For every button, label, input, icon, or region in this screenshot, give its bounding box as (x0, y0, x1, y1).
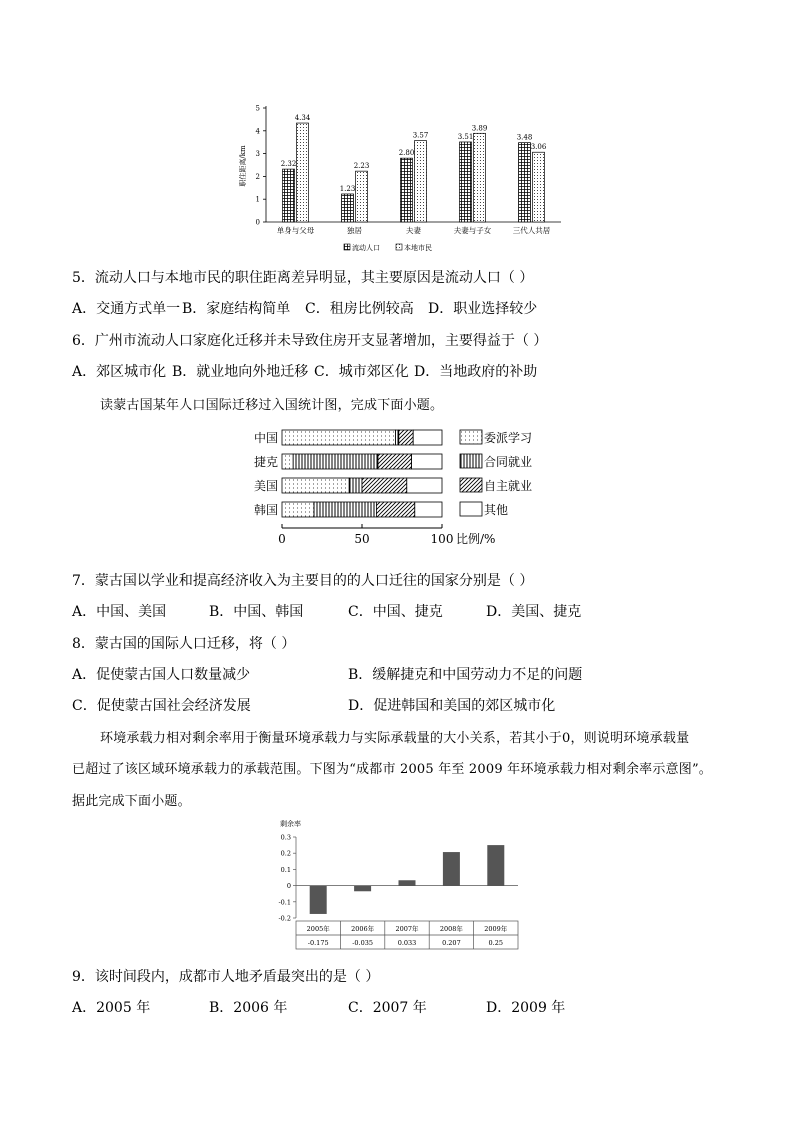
q7-option-c: C．中国、捷克 (348, 604, 443, 620)
bar-local (533, 152, 545, 222)
table-value: 0.25 (488, 939, 504, 947)
x-tick-label: 100 (430, 532, 454, 546)
q9-option-c: C．2007 年 (348, 1000, 427, 1016)
bar-migrant (519, 143, 531, 222)
segment-other (407, 478, 442, 493)
bar (310, 886, 327, 914)
y-tick-label: 1 (255, 195, 260, 204)
category-labels (277, 225, 551, 235)
legend-swatch-migrant (344, 244, 350, 250)
segment-contract (349, 478, 362, 493)
table-year: 2007年 (395, 925, 419, 933)
x-tick-label: 0 (278, 532, 286, 546)
bar-local (474, 133, 486, 222)
country-label: 美国 (253, 479, 278, 493)
legend (460, 430, 532, 517)
bar-migrant (401, 158, 413, 222)
q7-option-b: B．中国、韩国 (209, 604, 304, 620)
question-7-stem: 7．蒙古国以学业和提高经济收入为主要目的的人口迁往的国家分别是（ ） (72, 573, 534, 589)
y-tick-label: 0.2 (280, 849, 291, 858)
value-label-local: 4.34 (294, 114, 311, 123)
value-label-migrant: 2.80 (398, 149, 415, 158)
intro-chengdu-line-3: 据此完成下面小题。 (72, 794, 191, 809)
table-value: 0.207 (442, 939, 461, 947)
intro-chengdu-line-2: 已超过了该区域环境承载力的承载范围。下图为“成都市 2005 年至 2009 年环境承载力相对剩余率示意图”。 (72, 762, 712, 777)
q5-option-d: D．职业选择较少 (428, 301, 538, 317)
q8-option-d: D．促进韩国和美国的郊区城市化 (348, 698, 556, 714)
q5-option-a: A．交通方式单一 (72, 301, 181, 317)
stacked-bars (282, 430, 442, 517)
q9-option-b: B．2006 年 (209, 1000, 288, 1016)
country-label: 中国 (253, 431, 278, 445)
mongolia-migration-chart (244, 422, 564, 554)
y-tick-label: -0.2 (278, 914, 291, 923)
y-axis-label: 职住距离/km (239, 145, 247, 187)
legend-label-other: 其他 (484, 503, 509, 517)
x-axis (278, 524, 495, 546)
table-year: 2008年 (439, 925, 463, 933)
value-label-migrant: 3.48 (516, 133, 533, 142)
legend (344, 243, 432, 252)
legend-swatch-study (460, 430, 482, 444)
q9-option-a: A．2005 年 (72, 1000, 151, 1016)
q6-option-d: D．当地政府的补助 (414, 364, 538, 380)
legend-swatch-contract (460, 454, 482, 468)
y-tick-label: -0.1 (278, 898, 291, 907)
table-value: 0.033 (397, 939, 417, 947)
segment-contract (314, 502, 376, 517)
q6-option-b: B．就业地向外地迁移 (172, 364, 309, 380)
q5-option-c: C．租房比例较高 (305, 301, 414, 317)
bar-local (297, 123, 309, 222)
bar (443, 852, 460, 886)
bar (399, 880, 416, 885)
bars (281, 114, 547, 222)
q9-option-d: D．2009 年 (486, 1000, 566, 1016)
table-value: -0.035 (352, 939, 374, 947)
segment-study (282, 454, 293, 469)
segment-contract (293, 454, 378, 469)
commute-distance-chart (236, 96, 566, 258)
question-9-stem: 9．该时间段内，成都市人地矛盾最突出的是（ ） (72, 969, 380, 985)
carrying-capacity-chart (274, 816, 524, 954)
table-value: -0.175 (307, 939, 329, 947)
y-tick-label: 0.1 (280, 865, 291, 874)
segment-contract (396, 430, 399, 445)
category-label: 夫妻与子女 (453, 226, 492, 235)
q8-option-b: B．缓解捷克和中国劳动力不足的问题 (348, 667, 583, 683)
question-5-stem: 5．流动人口与本地市民的职住距离差异明显，其主要原因是流动人口（ ） (72, 270, 534, 286)
bar-migrant (283, 169, 295, 222)
y-tick-label: 0 (286, 882, 291, 891)
legend-swatch-local (396, 244, 402, 250)
y-tick-label: 5 (255, 104, 260, 113)
legend-swatch-other (460, 502, 482, 516)
value-label-local: 3.89 (471, 124, 488, 133)
country-labels (254, 430, 278, 517)
segment-other (413, 430, 442, 445)
segment-self (378, 454, 412, 469)
bars (310, 845, 505, 914)
x-tick-label: 50 (354, 532, 370, 546)
segment-self (376, 502, 414, 517)
y-tick-label: 4 (255, 127, 260, 136)
value-label-local: 3.57 (412, 131, 429, 140)
segment-study (282, 430, 396, 445)
segment-other (412, 454, 442, 469)
bar (487, 845, 504, 886)
q5-option-b: B．家庭结构简单 (182, 301, 291, 317)
value-label-migrant: 3.51 (457, 132, 474, 141)
q8-option-a: A．促使蒙古国人口数量减少 (72, 667, 251, 683)
value-label-migrant: 1.23 (339, 184, 356, 193)
intro-chengdu-line-1: 环境承载力相对剩余率用于衡量环境承载力与实际承载量的大小关系，若其小于0，则说明环境承载量 (100, 731, 690, 746)
bar (354, 886, 371, 892)
bar-migrant (460, 142, 472, 222)
country-label: 捷克 (253, 455, 278, 469)
segment-self (362, 478, 407, 493)
legend-label-self: 自主就业 (484, 479, 533, 493)
legend-label-contract: 合同就业 (484, 455, 533, 469)
segment-study (282, 502, 314, 517)
y-tick-label: 3 (255, 150, 260, 159)
q7-option-d: D．美国、捷克 (486, 604, 582, 620)
question-8-stem: 8．蒙古国的国际人口迁移，将（ ） (72, 636, 296, 652)
y-tick-label: 0 (255, 218, 260, 227)
intro-mongolia: 读蒙古国某年人口国际迁移过入国统计图，完成下面小题。 (100, 398, 444, 413)
value-label-migrant: 2.32 (280, 160, 297, 169)
category-label: 夫妻 (406, 226, 421, 235)
legend-label-study: 委派学习 (484, 431, 533, 445)
table-year: 2009年 (484, 925, 508, 933)
q8-option-c: C．促使蒙古国社会经济发展 (72, 698, 251, 714)
y-axis-label: 剩余率 (280, 820, 301, 828)
segment-other (415, 502, 442, 517)
q6-option-a: A．郊区城市化 (72, 364, 167, 380)
bar-local (356, 171, 368, 222)
category-label: 独居 (347, 226, 362, 235)
q7-option-a: A．中国、美国 (72, 604, 167, 620)
y-tick-label: 2 (255, 172, 260, 181)
value-label-local: 2.23 (353, 162, 370, 171)
legend-label-local: 本地市民 (404, 244, 432, 252)
table-year: 2006年 (351, 925, 375, 933)
value-label-local: 3.06 (530, 143, 547, 152)
bar-migrant (342, 194, 354, 222)
category-label: 三代人共居 (512, 226, 551, 235)
bar-local (415, 141, 427, 222)
y-tick-label: 0.3 (280, 833, 291, 842)
question-6-stem: 6．广州市流动人口家庭化迁移并未导致住房开支显著增加，主要得益于（ ） (72, 333, 548, 349)
value-table (296, 921, 518, 949)
country-label: 韩国 (253, 503, 278, 517)
segment-self (399, 430, 413, 445)
legend-swatch-self (460, 478, 482, 492)
q6-option-c: C．城市郊区化 (314, 364, 409, 380)
segment-study (282, 478, 349, 493)
category-label: 单身与父母 (276, 226, 315, 235)
table-year: 2005年 (306, 925, 330, 933)
legend-label-migrant: 流动人口 (352, 244, 380, 252)
x-axis-label: 比例/% (456, 532, 496, 546)
